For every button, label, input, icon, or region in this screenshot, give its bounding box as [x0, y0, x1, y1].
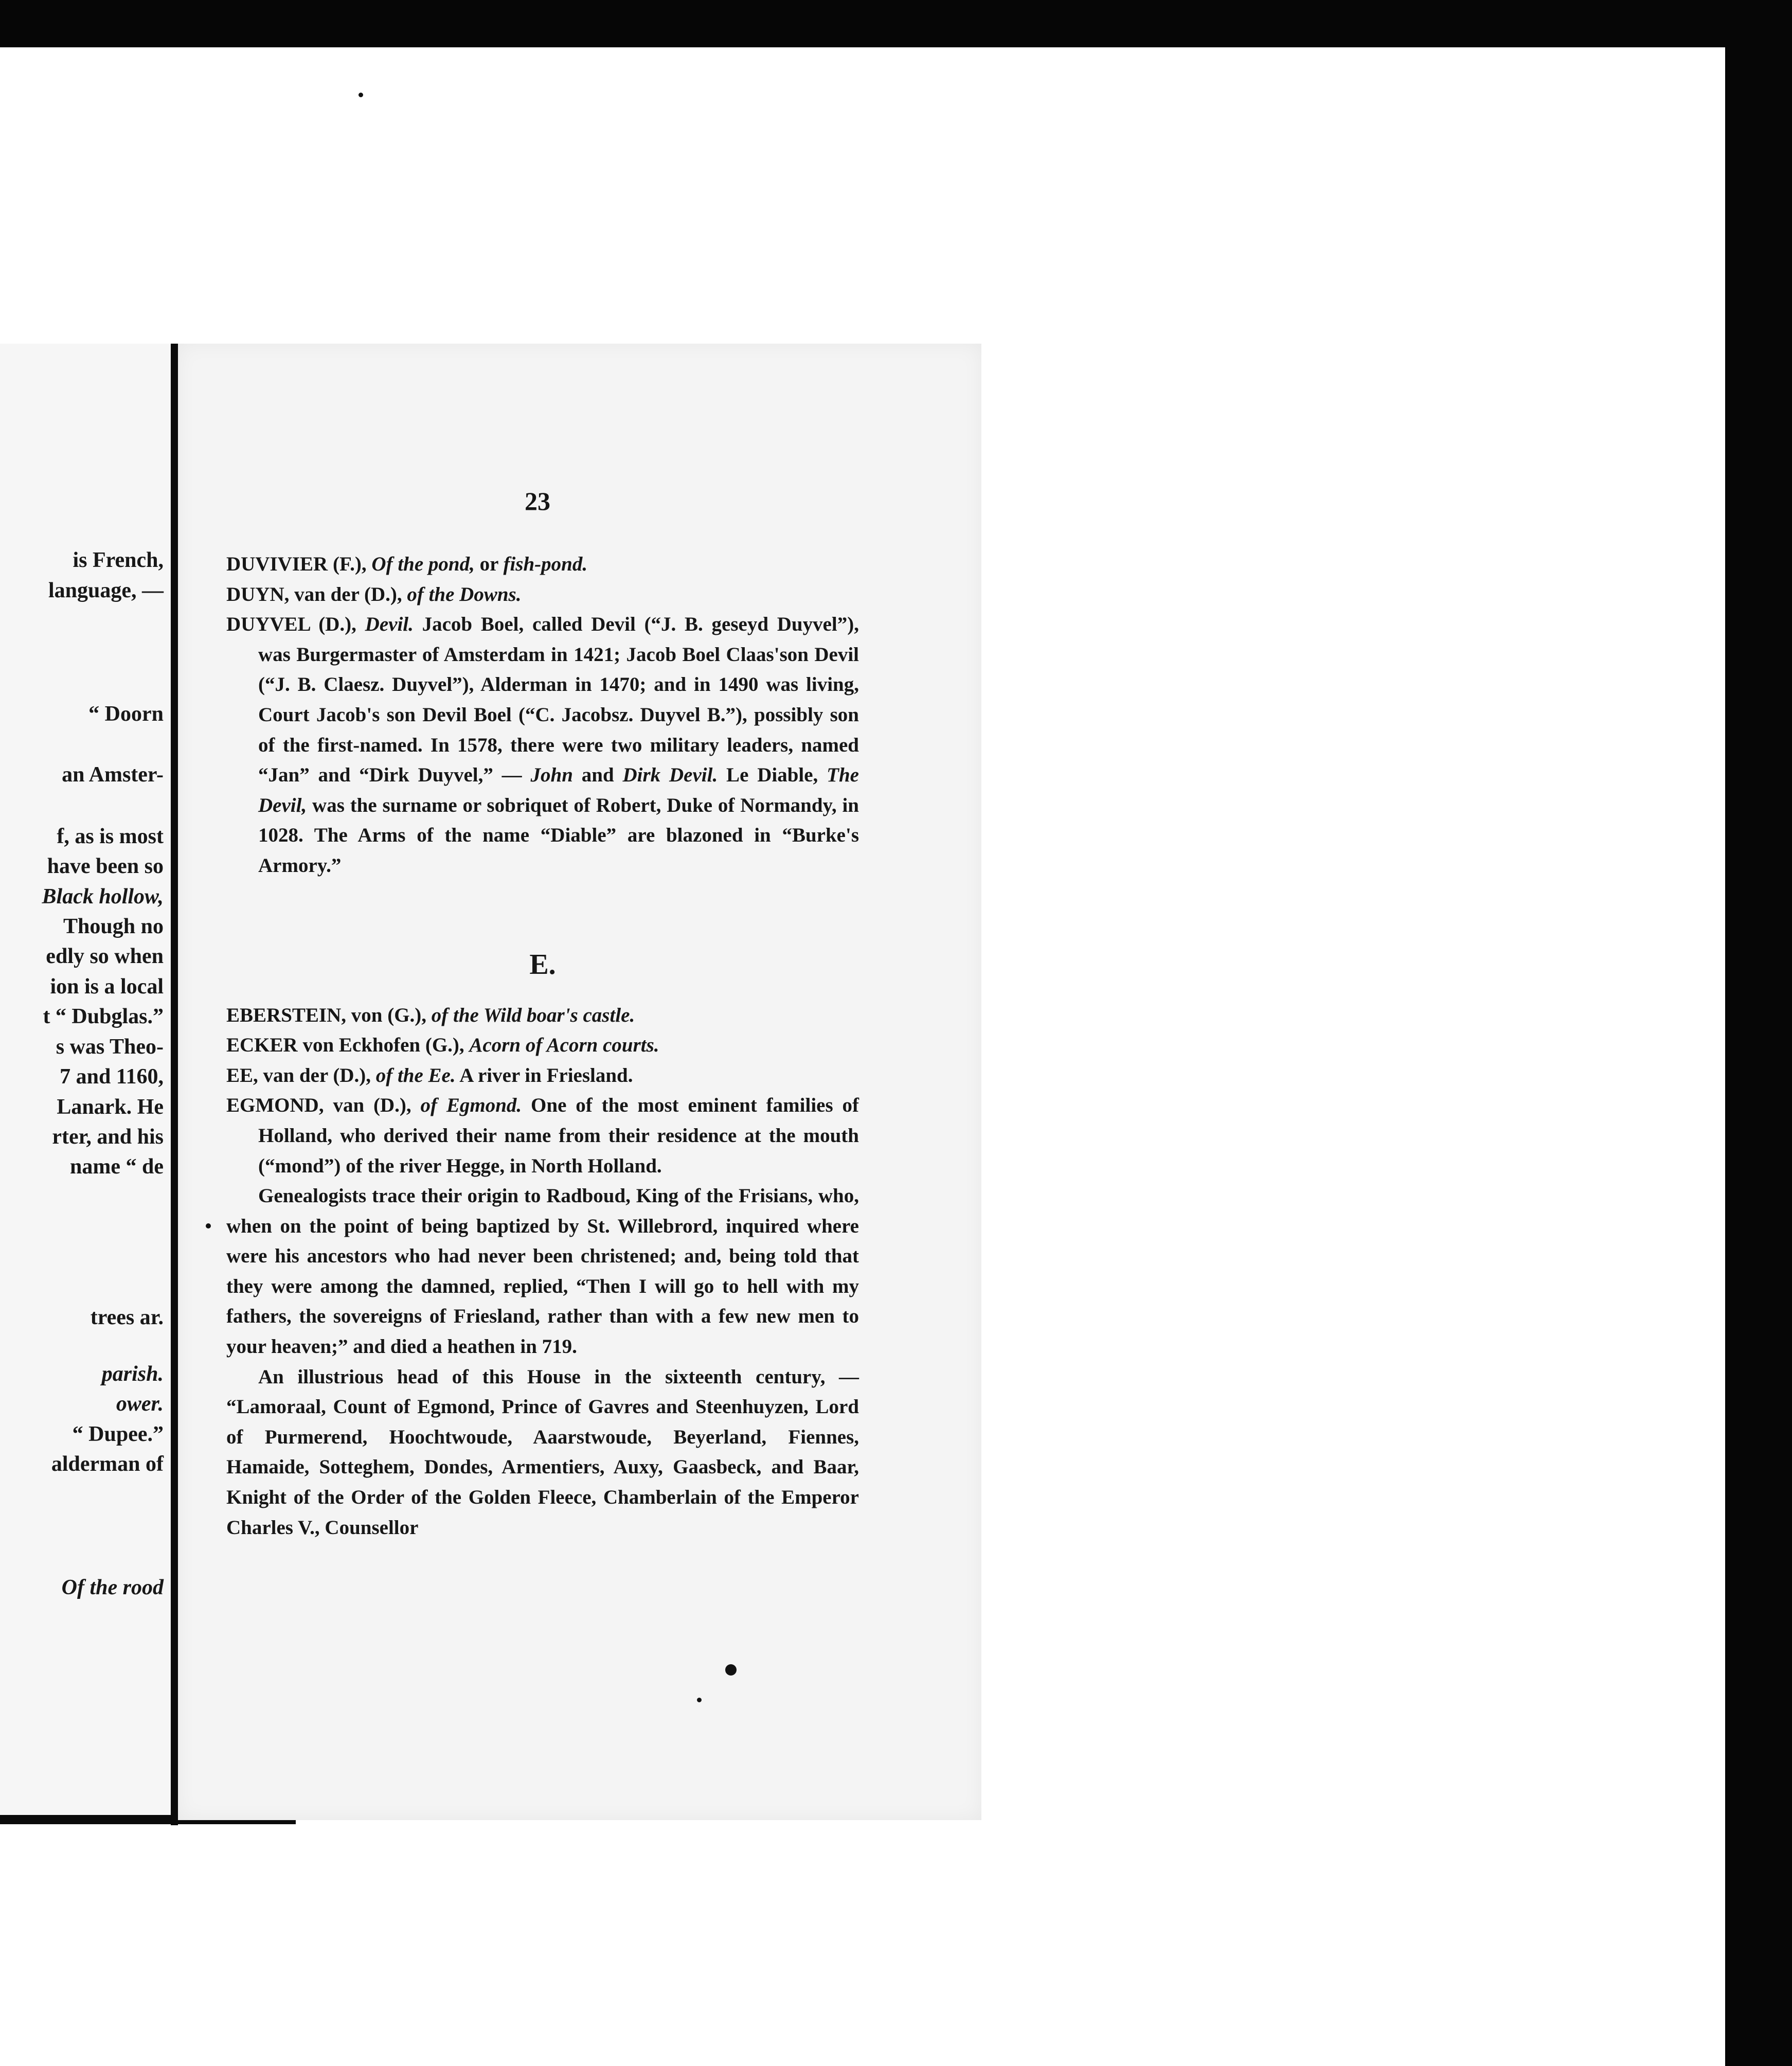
scan-edge-notch: [1717, 463, 1725, 535]
entry-duyvel: DUYVEL (D.), Devil. Jacob Boel, called Devil (“J. B. geseyd Duyvel”), was Burgermaster of Amsterdam in 1421; Jacob Boel Claas'son Devil (“J. B. Claesz. Duyvel”), Alderman in 1470; and in 1490 was living, Court Jacob's son Devil Boel (“C. Jacobsz. Duyvel B.”), possibly son of the first-named. In 1578, there were two military leaders, named “Jan” and “Dirk Duyvel,” — John and Dirk Devil. Le Diable, The Devil, was the surname or sobriquet of Robert, Duke of Normandy, in 1028. The Arms of the name “Diable” are blazoned in “Burke's Armory.”: [226, 613, 859, 877]
left-page-line: ower.: [116, 1392, 164, 1416]
left-page-line: Of the rood: [61, 1576, 164, 1599]
left-page-line: language, —: [48, 579, 164, 602]
entry-duyn: DUYN, van der (D.), of the Downs.: [226, 583, 522, 605]
entry-ecker: ECKER von Eckhofen (G.), Acorn of Acorn courts.: [226, 1034, 659, 1057]
left-page-line: alderman of: [51, 1452, 164, 1476]
scan-frame-right: [1725, 0, 1792, 2066]
left-page-line: name “ de: [70, 1155, 164, 1179]
entry-duvivier: DUVIVIER (F.), Of the pond, or fish-pond.: [226, 553, 588, 575]
scan-speck: [206, 1223, 211, 1228]
left-page-line: parish.: [101, 1362, 164, 1386]
paragraph-illustrious-head: An illustrious head of this House in the sixteenth century, — “Lamoraal, Count of Egmond, Prince of Gavres and Steenhuyzen, Lord of Purmerend, Hoochtwoude, Aaarstwoude, Beyerland, Fiennes, Hamaide, Sotteghem, Dondes, Armentiers, Auxy, Gaasbeck, and Baar, Knight of the Order of the Golden Fleece, Chamberlain of the Emperor Charles V., Counsellor: [226, 1365, 859, 1539]
scan-frame-top: [0, 0, 1792, 47]
left-page-line: t “ Dubglas.”: [43, 1005, 164, 1028]
page-number: 23: [525, 487, 550, 515]
left-page-line: “ Dupee.”: [72, 1422, 164, 1446]
left-page-line: edly so when: [46, 945, 164, 968]
entry-egmond: EGMOND, van (D.), of Egmond. One of the most eminent families of Holland, who derived their name from their residence at the mouth (“mond”) of the river Hegge, in North Holland.: [226, 1094, 859, 1177]
entry-ee: EE, van der (D.), of the Ee. A river in Friesland.: [226, 1064, 633, 1087]
left-page-line: rter, and his: [52, 1125, 164, 1149]
left-page-line: is French,: [73, 548, 164, 572]
paragraph-genealogists: Genealogists trace their origin to Radboud, King of the Frisians, who, when on the point of being baptized by St. Willebrord, inquired where were his ancestors who had never been christened; and, being told that they were among the damned, replied, “Then I will go to hell with my fathers, the sovereigns of Friesland, rather than with a few new men to your heaven;” and died a heathen in 719.: [226, 1185, 859, 1358]
scan-speck: [725, 1664, 737, 1676]
left-page-line: ion is a local: [50, 975, 164, 999]
left-page-line: an Amster-: [62, 763, 164, 787]
scan-speck: [359, 93, 363, 97]
left-page-line: Though no: [63, 915, 164, 938]
scan-speck: [697, 1698, 702, 1702]
left-page-line: s was Theo-: [56, 1035, 164, 1059]
left-page-line: 7 and 1160,: [60, 1065, 164, 1089]
entry-eberstein: EBERSTEIN, von (G.), of the Wild boar's castle.: [226, 1004, 635, 1026]
left-page-line: “ Doorn: [88, 702, 164, 726]
left-page-line: trees ar.: [90, 1306, 164, 1329]
section-heading: E.: [529, 948, 556, 981]
left-page-line: Lanark. He: [57, 1095, 164, 1119]
book-spine: [171, 344, 178, 1825]
scan-edge-notch: [1717, 1924, 1725, 1970]
left-page-line: Black hollow,: [42, 885, 164, 909]
page-text: [226, 549, 859, 1543]
left-page-line: have been so: [47, 854, 164, 878]
left-page-line: f, as is most: [57, 825, 164, 848]
